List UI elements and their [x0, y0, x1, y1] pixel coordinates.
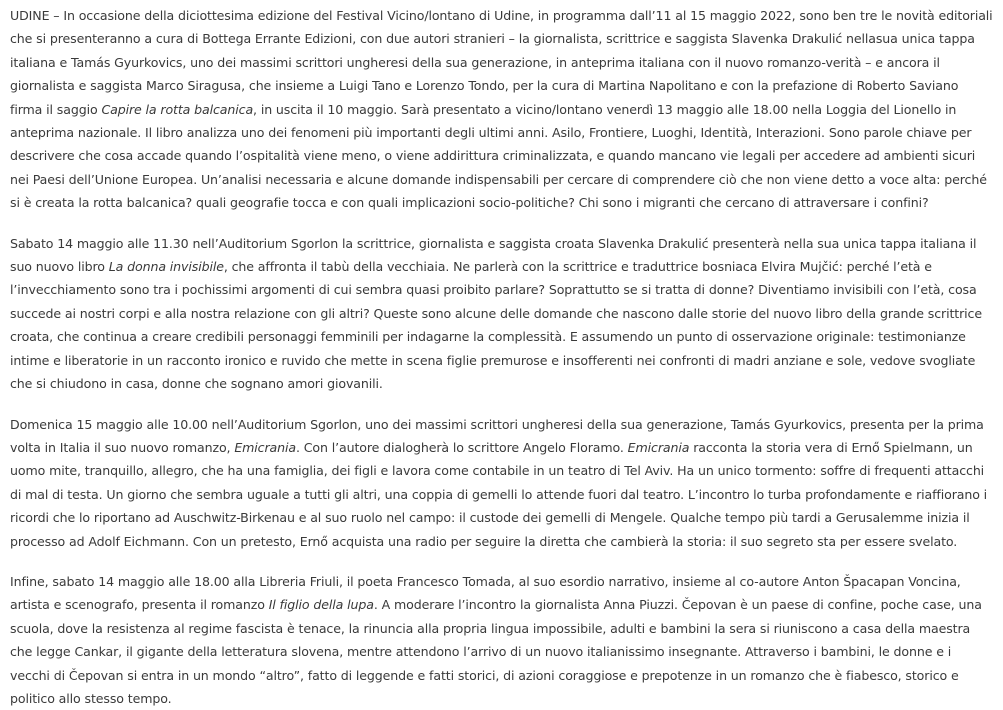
paragraph-figlio-della-lupa: [10, 570, 993, 710]
paragraph-text: Sabato 14 maggio alle 11.30 nell’Auditorium Sgorlon la scrittrice, giornalista e saggista croata Slavenka Drakulić presenterà nella sua unica tappa italiana il suo nuovo libro: [10, 235, 977, 275]
paragraph-text: UDINE –: [10, 8, 64, 23]
book-title: Emicrania: [234, 439, 296, 455]
paragraph-text: Domenica 15 maggio alle 10.00 nell’Auditorium Sgorlon, uno dei massimi scrittori ungheresi della sua generazione, Tamás Gyurkovics, presenta per la prima volta in Italia il suo nuovo romanzo,: [10, 416, 984, 455]
paragraph-text: , che affronta il tabù della vecchiaia. Ne parlerà con la scrittrice e traduttrice bosniaca Elvira Mujčić: perché l’età e l’invecchiamento sono tra i pochissimi argomenti di cui sembra quasi proibito parlare? Soprattutto se si tratta di donne? Diventiamo invisibili con l’età, cosa succede ai nostri corpi e alla nostra relazione con gli altri? Queste sono alcune delle domande che nascono dalle storie del nuovo libro della grande scrittrice croata, che continua a creare credibili personaggi femminili per indagarne la complessità. E assumendo un punto di osservazione originale: testimonianze intime e liberatorie in un racconto ironico e ruvido che mette in scena figlie premurose e insofferenti nei confronti di madri anziane e sole, vedove svogliate che si chiudono in casa, donne che sognano amori giovanili.: [10, 259, 982, 392]
paragraph-donna-invisibile: [10, 232, 993, 396]
paragraph-text: In occasione della diciottesima edizione del Festival Vicino/lontano di Udine, in programma dall’11 al 15 maggio 2022, sono ben tre le novità editoriali che si presenteranno a cura di Bottega Errante Edizioni, con due autori stranieri – la giornalista, scrittrice e saggista Slavenka Drakulić nellasua unica tappa italiana e Tamás Gyurkovics, uno dei massimi scrittori ungheresi della sua generazione, in anteprima italiana con il nuovo romanzo-verità – e ancora il giornalista e saggista Marco Siragusa, che insieme a Luigi Tano e Lorenzo Tondo, per la cura di Martina Napolitano e con la prefazione di Roberto Saviano firma il saggio: [10, 8, 993, 117]
book-title: La donna invisibile: [108, 259, 224, 275]
paragraph-text: . Con l’autore dialogherà lo scrittore Angelo Floramo.: [295, 439, 628, 455]
book-title: Capire la rotta balcanica: [101, 101, 254, 117]
paragraph-emicrania: [10, 413, 993, 553]
paragraph-rotta-balcanica: [10, 4, 993, 215]
book-title: Il figlio della lupa: [268, 597, 374, 613]
paragraph-text: . A moderare l’incontro la giornalista Anna Piuzzi. Čepovan è un paese di confine, poche case, una scuola, dove la resistenza al regime fascista è tenace, la rinuncia alla propria lingua impossibile, adulti e bambini la sera si riuniscono a casa della maestra che legge Cankar, il gigante della letteratura slovena, mentre attendono l’arrivo di un nuovo italianissimo insegnante. Attraverso i bambini, le donne e i vecchi di Čepovan si entra in un mondo “altro”, fatto di leggende e fatti storici, di azioni coraggiose e prepotenze in un romanzo che è fiabesco, storico e politico allo stesso tempo.: [10, 597, 982, 706]
paragraph-text: racconta la storia vera di Ernő Spielmann, un uomo mite, tranquillo, allegro, che ha una famiglia, dei figli e lavora come contabile in un teatro di Tel Aviv. Ha un unico tormento: soffre di frequenti attacchi di mal di testa. Un giorno che sembra uguale a tutti gli altri, una coppia di gemelli lo attende fuori dal teatro. L’incontro lo turba profondamente e riaffiorano i ricordi che lo riportano ad Auschwitz-Birkenau e al suo ruolo nel campo: il custode dei gemelli di Mengele. Qualche tempo più tardi a Gerusalemme inizia il processo ad Adolf Eichmann. Con un pretesto, Ernő acquista una radio per seguire la diretta che cambierà la storia: il suo segreto sta per essere svelato.: [10, 439, 988, 549]
book-title: Emicrania: [627, 439, 690, 455]
paragraph-text: Infine, sabato 14 maggio alle 18.00 alla Libreria Friuli, il poeta Francesco Tomada, al suo esordio narrativo, insieme al co-autore Anton Špacapan Voncina, artista e scenografo, presenta il romanzo: [10, 573, 961, 613]
paragraph-text: , in uscita il 10 maggio. Sarà presentato a vicino/lontano venerdì 13 maggio alle 18.00 nella Loggia del Lionello in anteprima nazionale. Il libro analizza uno dei fenomeni più importanti degli ultimi anni. Asilo, Frontiere, Luoghi, Identità, Interazioni. Sono parole chiave per descrivere che cosa accade quando l’ospitalità viene meno, o viene addirittura criminalizzata, e quando mancano vie legali per accedere ad ambienti sicuri nei Paesi dell’Unione Europea. Un’analisi necessaria e alcune domande indispensabili per cercare di comprendere ciò che non viene detto a voce alta: perché si è creata la rotta balcanica? quali geografie tocca e con quali implicazioni socio-politiche? Chi sono i migranti che cercano di attraversare i confini?: [10, 101, 987, 211]
